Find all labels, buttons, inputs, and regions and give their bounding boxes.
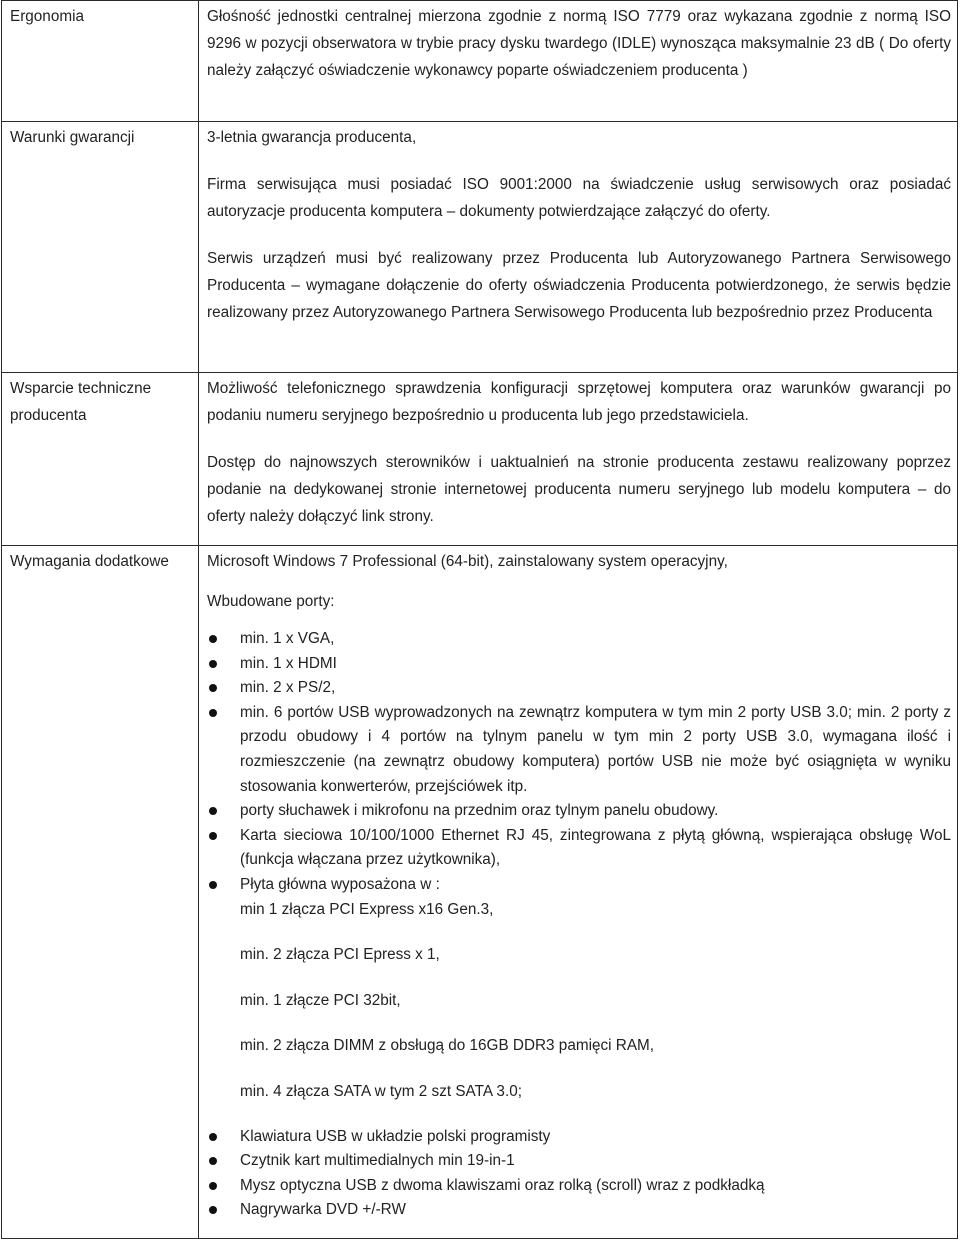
list-item: Nagrywarka DVD +/-RW — [207, 1198, 951, 1223]
phone-support-paragraph: Możliwość telefonicznego sprawdzenia konfiguracji sprzętowej komputera oraz warunków gwarancji po podaniu numeru seryjnego bezpośrednio u producenta lub jego przedstawiciela. — [207, 380, 951, 424]
row-ergonomia — [2, 1, 958, 122]
ports-list — [207, 627, 951, 898]
warranty-period: 3-letnia gwarancja producenta, — [207, 129, 417, 146]
ports-heading: Wbudowane porty: — [207, 593, 335, 610]
list-item: porty słuchawek i mikrofonu na przednim oraz tylnym panelu obudowy. — [207, 799, 951, 824]
row-warranty — [2, 122, 958, 373]
row-content — [199, 122, 958, 373]
row-content — [199, 373, 958, 546]
list-item: min. 6 portów USB wyprowadzonych na zewnątrz komputera w tym min 2 porty USB 3.0; min. 2 porty z przodu obudowy i 4 portów na tylnym panelu w tym min 2 porty USB 3.0, wymagana ilość i rozmieszczenie (na zewnątrz obudowy komputera) portów USB nie może być osiągnięta w wyniku stosowania konwerterów, przejściówek itp. — [207, 701, 951, 799]
service-company-paragraph: Firma serwisująca musi posiadać ISO 9001:2000 na świadczenie usług serwisowych oraz posiadać autoryzacje producenta komputera – dokumenty potwierdzające załączyć do oferty. — [207, 176, 951, 220]
ergonomics-paragraph: Głośność jednostki centralnej mierzona zgodnie z normą ISO 7779 oraz wykazana zgodnie z normą ISO 9296 w pozycji obserwatora w trybie pracy dysku twardego (IDLE) wynosząca maksymalnie 23 dB ( Do oferty należy załączyć oświadczenie wykonawcy poparte oświadczeniem producenta ) — [207, 8, 951, 79]
slot-item: min. 2 złącza PCI Epress x 1, — [240, 946, 440, 964]
drivers-paragraph: Dostęp do najnowszych sterowników i uaktualnień na stronie producenta zestawu realizowany poprzez podanie na dedykowanej stronie internetowej producenta numeru seryjnego lub modelu komputera – do oferty należy dołączyć link strony. — [207, 454, 951, 525]
os-requirement: Microsoft Windows 7 Professional (64-bit), zainstalowany system operacyjny, — [207, 553, 728, 570]
row-label: Wsparcie techniczne producenta — [2, 373, 199, 546]
slot-item: min. 1 złącze PCI 32bit, — [240, 991, 401, 1009]
row-additional-requirements — [2, 546, 958, 1239]
list-item: Karta sieciowa 10/100/1000 Ethernet RJ 45, zintegrowana z płytą główną, wspierająca obsługę WoL (funkcja włączana przez użytkownika), — [207, 824, 951, 873]
slot-item: min 1 złącza PCI Express x16 Gen.3, — [240, 900, 494, 918]
list-item: Czytnik kart multimedialnych min 19-in-1 — [207, 1149, 951, 1174]
slot-item: min. 4 złącza SATA w tym 2 szt SATA 3.0; — [240, 1082, 522, 1100]
list-item: min. 1 x VGA, — [207, 627, 951, 652]
row-content — [199, 1, 958, 122]
list-item: min. 2 x PS/2, — [207, 676, 951, 701]
row-technical-support — [2, 373, 958, 546]
list-item: Klawiatura USB w układzie polski programisty — [207, 1125, 951, 1150]
list-item: Mysz optyczna USB z dwoma klawiszami oraz rolką (scroll) wraz z podkładką — [207, 1174, 951, 1199]
specification-table — [1, 0, 958, 1239]
service-provider-paragraph: Serwis urządzeń musi być realizowany przez Producenta lub Autoryzowanego Partnera Serwisowego Producenta – wymagane dołączenie do oferty oświadczenia Producenta potwierdzonego, że serwis będzie realizowany przez Autoryzowanego Partnera Serwisowego Producenta lub bezpośrednio przez Producenta — [207, 250, 951, 321]
row-label: Ergonomia — [2, 1, 199, 122]
row-label: Warunki gwarancji — [2, 122, 199, 373]
list-item: Płyta główna wyposażona w : — [207, 873, 951, 898]
row-content — [199, 546, 958, 1239]
row-label: Wymagania dodatkowe — [2, 546, 199, 1239]
extras-list — [207, 1125, 951, 1223]
slot-item: min. 2 złącza DIMM z obsługą do 16GB DDR3 pamięci RAM, — [240, 1037, 655, 1055]
list-item: min. 1 x HDMI — [207, 652, 951, 677]
